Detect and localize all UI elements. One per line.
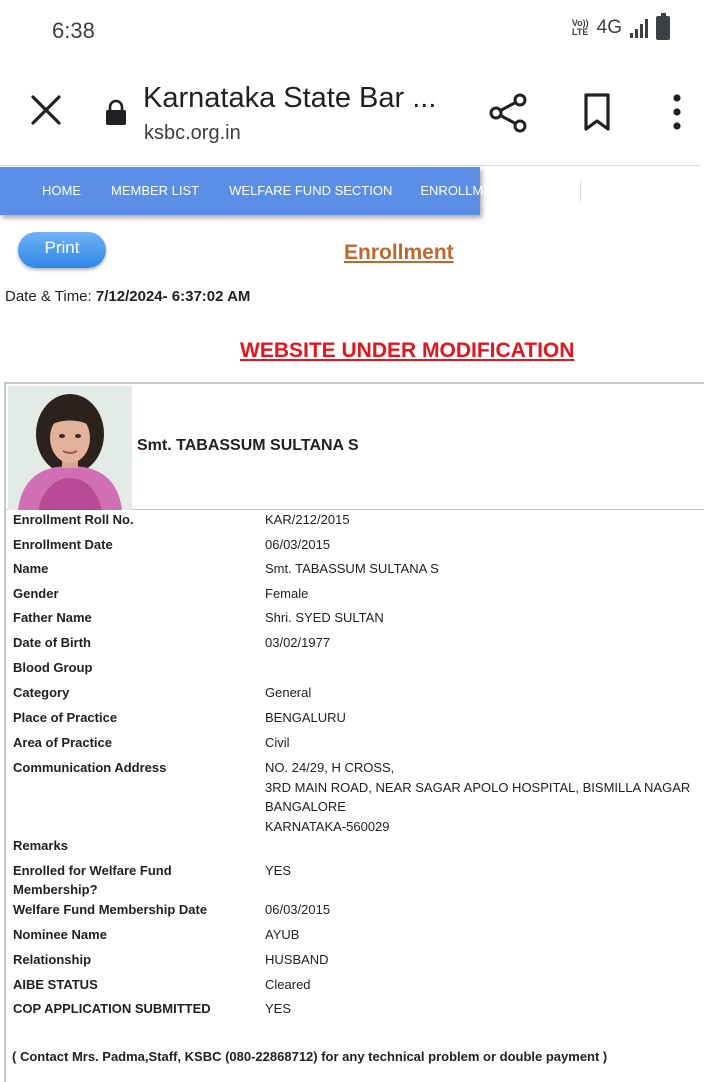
page-url[interactable]: ksbc.org.in	[144, 122, 241, 144]
field-label: Communication Address	[13, 760, 167, 775]
field-value: 06/03/2015	[265, 537, 331, 552]
contact-note: ( Contact Mrs. Padma,Staff, KSBC (080-22868712) for any technical problem or double payment )	[12, 1049, 608, 1064]
field-label: Enrollment Roll No.	[13, 512, 134, 527]
field-value: General	[265, 685, 312, 700]
field-label: AIBE STATUS	[13, 977, 98, 992]
field-label: Area of Practice	[13, 735, 112, 750]
field-value: NO. 24/29, H CROSS, 3RD MAIN ROAD, NEAR SAGAR APOLO HOSPITAL, BISMILLA NAGAR BANGALORE KARNATAKA-560029	[265, 760, 691, 834]
nav-welfare-fund[interactable]: WELFARE FUND SECTION	[229, 183, 393, 198]
field-value: HUSBAND	[265, 952, 329, 967]
member-details	[4, 510, 700, 1082]
field-value: YES	[265, 863, 292, 878]
nav-member-list[interactable]: MEMBER LIST	[111, 183, 200, 198]
field-label: Nominee Name	[13, 927, 107, 942]
field-value: Female	[265, 586, 309, 601]
field-value: Shri. SYED SULTAN	[265, 610, 384, 625]
member-name: Smt. TABASSUM SULTANA S	[137, 437, 359, 454]
field-value: KAR/212/2015	[265, 512, 350, 527]
field-label: Category	[13, 685, 70, 700]
date-time-label: Date & Time:	[5, 288, 92, 305]
field-value: Cleared	[265, 977, 311, 992]
member-photo	[8, 386, 132, 510]
network-type: 4G	[596, 17, 622, 38]
field-label: Welfare Fund Membership Date	[13, 902, 208, 917]
print-button[interactable]: Print	[18, 232, 106, 268]
field-value: AYUB	[265, 927, 300, 942]
nav-enrollment[interactable]: ENROLLME	[420, 183, 492, 198]
profile-header	[4, 382, 704, 510]
field-label: Remarks	[13, 838, 68, 853]
field-label: Relationship	[13, 952, 92, 967]
lock-icon[interactable]	[104, 100, 128, 126]
field-label: Date of Birth	[13, 635, 91, 650]
nav-divider	[580, 181, 581, 201]
field-label: Blood Group	[13, 660, 93, 675]
date-time-value: 7/12/2024- 6:37:02 AM	[95, 288, 251, 305]
field-label: Enrolled for Welfare Fund Membership?	[13, 863, 172, 897]
field-value: 03/02/1977	[265, 635, 331, 650]
bookmark-icon[interactable]	[578, 92, 616, 132]
field-label: Enrollment Date	[13, 537, 113, 552]
field-label: Place of Practice	[13, 710, 118, 725]
field-value: 06/03/2015	[265, 902, 331, 917]
status-time: 6:38	[52, 18, 95, 43]
enrollment-heading: Enrollment	[344, 241, 454, 264]
date-time	[5, 288, 250, 305]
browser-toolbar	[0, 62, 700, 166]
field-label: Name	[13, 561, 49, 576]
status-icons	[572, 16, 670, 40]
field-value: YES	[265, 1001, 292, 1016]
page-title[interactable]: Karnataka State Bar ...	[143, 82, 437, 114]
field-value: Smt. TABASSUM SULTANA S	[265, 561, 439, 576]
signal-icon	[630, 18, 648, 38]
modification-warning: WEBSITE UNDER MODIFICATION	[240, 339, 575, 362]
field-label: Gender	[13, 586, 59, 601]
more-options-icon[interactable]	[664, 92, 690, 132]
volte-icon: Vo)) LTE	[571, 18, 589, 37]
field-value: BENGALURU	[265, 710, 346, 725]
close-icon[interactable]	[28, 92, 64, 128]
nav-home[interactable]: HOME	[42, 183, 81, 198]
site-nav	[0, 167, 492, 215]
field-value: Civil	[265, 735, 290, 750]
battery-icon	[656, 16, 670, 40]
share-icon[interactable]	[487, 92, 529, 134]
status-bar	[0, 0, 700, 62]
field-label: Father Name	[13, 610, 92, 625]
field-label: COP APPLICATION SUBMITTED	[13, 1001, 211, 1016]
